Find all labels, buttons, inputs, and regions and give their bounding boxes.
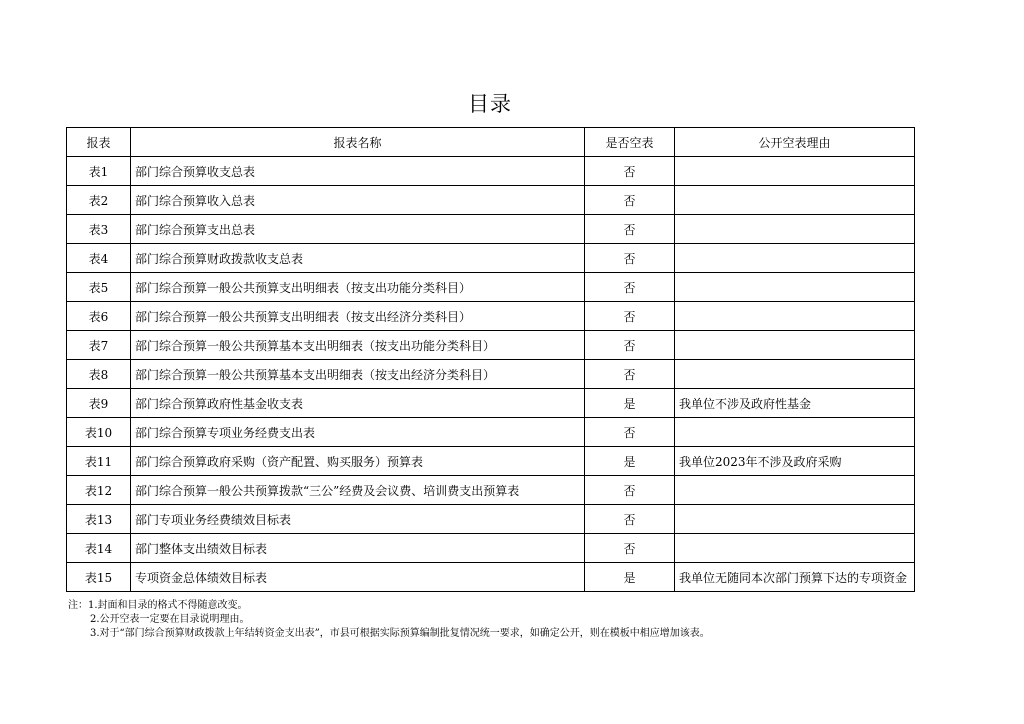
report-no-cell: 表2 <box>67 186 131 215</box>
is-empty-cell: 是 <box>585 563 675 592</box>
empty-reason-cell <box>675 360 915 389</box>
is-empty-cell: 否 <box>585 273 675 302</box>
is-empty-cell: 否 <box>585 244 675 273</box>
table-row <box>67 157 915 186</box>
empty-reason-cell <box>675 244 915 273</box>
report-name-cell: 部门综合预算收支总表 <box>131 157 585 186</box>
report-name-cell: 部门综合预算收入总表 <box>131 186 585 215</box>
header-is-empty: 是否空表 <box>585 128 675 157</box>
table-row <box>67 563 915 592</box>
report-name-cell: 部门综合预算一般公共预算拨款“三公”经费及会议费、培训费支出预算表 <box>131 476 585 505</box>
empty-reason-cell <box>675 186 915 215</box>
table-row <box>67 244 915 273</box>
empty-reason-cell: 我单位不涉及政府性基金 <box>675 389 915 418</box>
empty-reason-cell <box>675 418 915 447</box>
header-empty-reason: 公开空表理由 <box>675 128 915 157</box>
footnote-2: 2.公开空表一定要在目录说明理由。 <box>90 614 250 625</box>
table-row <box>67 505 915 534</box>
empty-reason-cell <box>675 534 915 563</box>
table-row <box>67 186 915 215</box>
report-name-cell: 部门专项业务经费绩效目标表 <box>131 505 585 534</box>
report-no-cell: 表10 <box>67 418 131 447</box>
is-empty-cell: 否 <box>585 302 675 331</box>
empty-reason-cell <box>675 215 915 244</box>
report-name-cell: 部门综合预算政府性基金收支表 <box>131 389 585 418</box>
empty-reason-cell <box>675 505 915 534</box>
is-empty-cell: 否 <box>585 476 675 505</box>
report-no-cell: 表11 <box>67 447 131 476</box>
table-row <box>67 389 915 418</box>
is-empty-cell: 否 <box>585 186 675 215</box>
report-no-cell: 表9 <box>67 389 131 418</box>
is-empty-cell: 否 <box>585 360 675 389</box>
is-empty-cell: 否 <box>585 505 675 534</box>
report-no-cell: 表1 <box>67 157 131 186</box>
report-name-cell: 部门综合预算支出总表 <box>131 215 585 244</box>
table-row <box>67 418 915 447</box>
report-name-cell: 部门综合预算一般公共预算支出明细表（按支出经济分类科目） <box>131 302 585 331</box>
page-title: 目录 <box>468 92 512 116</box>
report-name-cell: 部门综合预算专项业务经费支出表 <box>131 418 585 447</box>
is-empty-cell: 否 <box>585 418 675 447</box>
report-no-cell: 表4 <box>67 244 131 273</box>
empty-reason-cell: 我单位2023年不涉及政府采购 <box>675 447 915 476</box>
report-name-cell: 部门综合预算政府采购（资产配置、购买服务）预算表 <box>131 447 585 476</box>
report-no-cell: 表15 <box>67 563 131 592</box>
report-no-cell: 表7 <box>67 331 131 360</box>
report-name-cell: 专项资金总体绩效目标表 <box>131 563 585 592</box>
report-name-cell: 部门综合预算财政拨款收支总表 <box>131 244 585 273</box>
header-report-no: 报表 <box>67 128 131 157</box>
report-no-cell: 表8 <box>67 360 131 389</box>
footnote-3: 3.对于“部门综合预算财政拨款上年结转资金支出表”，市县可根据实际预算编制批复情况统一要求，如确定公开，则在模板中相应增加该表。 <box>90 628 710 639</box>
table-row <box>67 302 915 331</box>
table-row <box>67 331 915 360</box>
empty-reason-cell <box>675 476 915 505</box>
report-no-cell: 表14 <box>67 534 131 563</box>
empty-reason-cell: 我单位无随同本次部门预算下达的专项资金 <box>675 563 915 592</box>
table-header-row <box>67 128 915 157</box>
report-name-cell: 部门综合预算一般公共预算支出明细表（按支出功能分类科目） <box>131 273 585 302</box>
is-empty-cell: 否 <box>585 215 675 244</box>
header-report-name: 报表名称 <box>131 128 585 157</box>
catalog-table <box>66 127 915 592</box>
report-no-cell: 表3 <box>67 215 131 244</box>
empty-reason-cell <box>675 157 915 186</box>
table-row <box>67 360 915 389</box>
empty-reason-cell <box>675 273 915 302</box>
table-row <box>67 476 915 505</box>
report-no-cell: 表5 <box>67 273 131 302</box>
footnotes <box>68 599 710 641</box>
report-no-cell: 表12 <box>67 476 131 505</box>
report-name-cell: 部门整体支出绩效目标表 <box>131 534 585 563</box>
is-empty-cell: 否 <box>585 331 675 360</box>
footnote-1: 注：1.封面和目录的格式不得随意改变。 <box>68 600 248 611</box>
table-row <box>67 215 915 244</box>
empty-reason-cell <box>675 302 915 331</box>
empty-reason-cell <box>675 331 915 360</box>
report-no-cell: 表13 <box>67 505 131 534</box>
is-empty-cell: 否 <box>585 534 675 563</box>
report-no-cell: 表6 <box>67 302 131 331</box>
report-name-cell: 部门综合预算一般公共预算基本支出明细表（按支出功能分类科目） <box>131 331 585 360</box>
report-name-cell: 部门综合预算一般公共预算基本支出明细表（按支出经济分类科目） <box>131 360 585 389</box>
is-empty-cell: 否 <box>585 157 675 186</box>
table-row <box>67 447 915 476</box>
is-empty-cell: 是 <box>585 447 675 476</box>
table-row <box>67 534 915 563</box>
table-row <box>67 273 915 302</box>
is-empty-cell: 是 <box>585 389 675 418</box>
